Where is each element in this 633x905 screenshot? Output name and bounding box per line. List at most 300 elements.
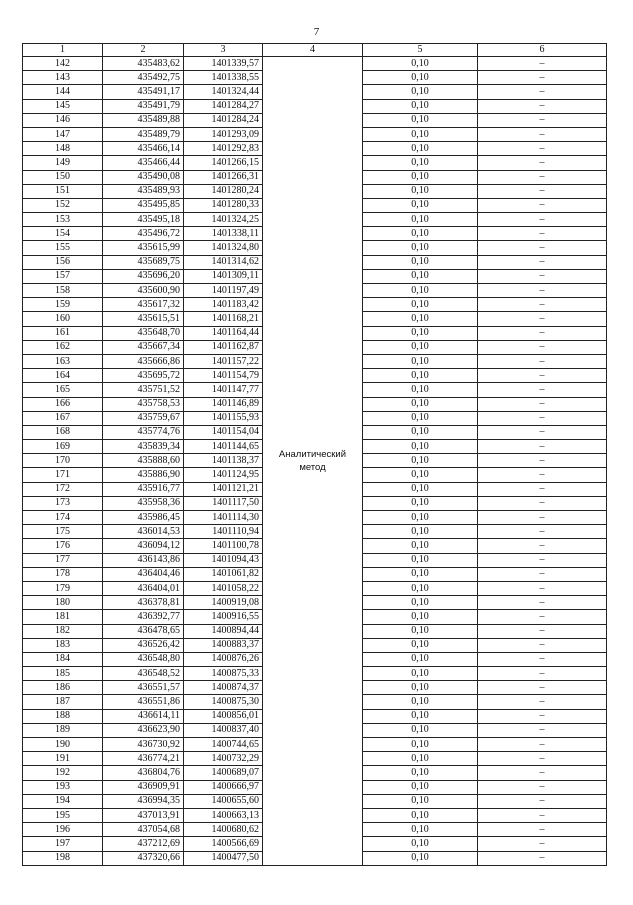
x-coordinate-cell: 436804,76 (103, 766, 184, 780)
point-number-cell: 157 (23, 269, 103, 283)
x-coordinate-cell: 435774,76 (103, 425, 184, 439)
x-coordinate-cell: 437320,66 (103, 851, 184, 865)
note-cell: – (478, 156, 607, 170)
note-cell: – (478, 284, 607, 298)
x-coordinate-cell: 437054,68 (103, 823, 184, 837)
note-cell: – (478, 142, 607, 156)
accuracy-cell: 0,10 (363, 780, 478, 794)
accuracy-cell: 0,10 (363, 525, 478, 539)
y-coordinate-cell: 1401100,78 (184, 539, 263, 553)
point-number-cell: 146 (23, 113, 103, 127)
y-coordinate-cell: 1401309,11 (184, 269, 263, 283)
accuracy-cell: 0,10 (363, 255, 478, 269)
method-label: метод (299, 461, 326, 473)
coordinates-table (22, 43, 607, 866)
y-coordinate-cell: 1400919,08 (184, 596, 263, 610)
accuracy-cell: 0,10 (363, 440, 478, 454)
note-cell: – (478, 496, 607, 510)
note-cell: – (478, 198, 607, 212)
y-coordinate-cell: 1401338,55 (184, 71, 263, 85)
accuracy-cell: 0,10 (363, 57, 478, 71)
x-coordinate-cell: 435496,72 (103, 227, 184, 241)
point-number-cell: 150 (23, 170, 103, 184)
accuracy-cell: 0,10 (363, 823, 478, 837)
accuracy-cell: 0,10 (363, 638, 478, 652)
accuracy-cell: 0,10 (363, 369, 478, 383)
point-number-cell: 171 (23, 468, 103, 482)
y-coordinate-cell: 1401147,77 (184, 383, 263, 397)
y-coordinate-cell: 1401155,93 (184, 411, 263, 425)
accuracy-cell: 0,10 (363, 652, 478, 666)
point-number-cell: 195 (23, 808, 103, 822)
point-number-cell: 168 (23, 425, 103, 439)
x-coordinate-cell: 436614,11 (103, 709, 184, 723)
point-number-cell: 144 (23, 85, 103, 99)
accuracy-cell: 0,10 (363, 695, 478, 709)
note-cell: – (478, 610, 607, 624)
accuracy-cell: 0,10 (363, 269, 478, 283)
header-row (23, 44, 607, 57)
y-coordinate-cell: 1401284,27 (184, 99, 263, 113)
y-coordinate-cell: 1400477,50 (184, 851, 263, 865)
accuracy-cell: 0,10 (363, 808, 478, 822)
note-cell: – (478, 127, 607, 141)
x-coordinate-cell: 437212,69 (103, 837, 184, 851)
y-coordinate-cell: 1401162,87 (184, 340, 263, 354)
note-cell: – (478, 57, 607, 71)
y-coordinate-cell: 1401183,42 (184, 298, 263, 312)
y-coordinate-cell: 1401293,09 (184, 127, 263, 141)
x-coordinate-cell: 436143,86 (103, 553, 184, 567)
accuracy-cell: 0,10 (363, 553, 478, 567)
y-coordinate-cell: 1401061,82 (184, 567, 263, 581)
page-number: 7 (313, 26, 320, 38)
note-cell: – (478, 71, 607, 85)
x-coordinate-cell: 435489,79 (103, 127, 184, 141)
column-header-6: 6 (478, 44, 607, 57)
note-cell: – (478, 638, 607, 652)
point-number-cell: 151 (23, 184, 103, 198)
point-number-cell: 186 (23, 681, 103, 695)
x-coordinate-cell: 435689,75 (103, 255, 184, 269)
accuracy-cell: 0,10 (363, 837, 478, 851)
note-cell: – (478, 553, 607, 567)
note-cell: – (478, 269, 607, 283)
x-coordinate-cell: 436392,77 (103, 610, 184, 624)
x-coordinate-cell: 437013,91 (103, 808, 184, 822)
y-coordinate-cell: 1400666,97 (184, 780, 263, 794)
y-coordinate-cell: 1401324,25 (184, 213, 263, 227)
point-number-cell: 197 (23, 837, 103, 851)
y-coordinate-cell: 1400875,33 (184, 667, 263, 681)
accuracy-cell: 0,10 (363, 851, 478, 865)
accuracy-cell: 0,10 (363, 468, 478, 482)
y-coordinate-cell: 1401338,11 (184, 227, 263, 241)
point-number-cell: 160 (23, 312, 103, 326)
x-coordinate-cell: 436548,80 (103, 652, 184, 666)
x-coordinate-cell: 435751,52 (103, 383, 184, 397)
note-cell: – (478, 397, 607, 411)
point-number-cell: 148 (23, 142, 103, 156)
y-coordinate-cell: 1401124,95 (184, 468, 263, 482)
accuracy-cell: 0,10 (363, 298, 478, 312)
x-coordinate-cell: 436014,53 (103, 525, 184, 539)
point-number-cell: 176 (23, 539, 103, 553)
y-coordinate-cell: 1401292,83 (184, 142, 263, 156)
x-coordinate-cell: 435667,34 (103, 340, 184, 354)
y-coordinate-cell: 1401266,15 (184, 156, 263, 170)
note-cell: – (478, 312, 607, 326)
column-header-4: 4 (263, 44, 363, 57)
point-number-cell: 189 (23, 723, 103, 737)
note-cell: – (478, 425, 607, 439)
y-coordinate-cell: 1400566,69 (184, 837, 263, 851)
note-cell: – (478, 468, 607, 482)
x-coordinate-cell: 435490,08 (103, 170, 184, 184)
y-coordinate-cell: 1401324,80 (184, 241, 263, 255)
x-coordinate-cell: 435758,53 (103, 397, 184, 411)
point-number-cell: 191 (23, 752, 103, 766)
note-cell: – (478, 113, 607, 127)
note-cell: – (478, 567, 607, 581)
x-coordinate-cell: 436404,01 (103, 581, 184, 595)
point-number-cell: 185 (23, 667, 103, 681)
point-number-cell: 178 (23, 567, 103, 581)
accuracy-cell: 0,10 (363, 411, 478, 425)
point-number-cell: 181 (23, 610, 103, 624)
point-number-cell: 166 (23, 397, 103, 411)
y-coordinate-cell: 1401324,44 (184, 85, 263, 99)
y-coordinate-cell: 1401284,24 (184, 113, 263, 127)
y-coordinate-cell: 1401114,30 (184, 511, 263, 525)
accuracy-cell: 0,10 (363, 85, 478, 99)
accuracy-cell: 0,10 (363, 241, 478, 255)
point-number-cell: 196 (23, 823, 103, 837)
accuracy-cell: 0,10 (363, 354, 478, 368)
point-number-cell: 163 (23, 354, 103, 368)
point-number-cell: 190 (23, 738, 103, 752)
note-cell: – (478, 752, 607, 766)
note-cell: – (478, 837, 607, 851)
point-number-cell: 194 (23, 794, 103, 808)
y-coordinate-cell: 1400732,29 (184, 752, 263, 766)
note-cell: – (478, 184, 607, 198)
accuracy-cell: 0,10 (363, 511, 478, 525)
x-coordinate-cell: 435886,90 (103, 468, 184, 482)
point-number-cell: 173 (23, 496, 103, 510)
x-coordinate-cell: 436478,65 (103, 624, 184, 638)
point-number-cell: 164 (23, 369, 103, 383)
note-cell: – (478, 624, 607, 638)
accuracy-cell: 0,10 (363, 142, 478, 156)
point-number-cell: 153 (23, 213, 103, 227)
x-coordinate-cell: 435666,86 (103, 354, 184, 368)
accuracy-cell: 0,10 (363, 738, 478, 752)
table-header (23, 44, 607, 57)
accuracy-cell: 0,10 (363, 681, 478, 695)
accuracy-cell: 0,10 (363, 227, 478, 241)
note-cell: – (478, 596, 607, 610)
x-coordinate-cell: 435491,17 (103, 85, 184, 99)
accuracy-cell: 0,10 (363, 454, 478, 468)
point-number-cell: 184 (23, 652, 103, 666)
point-number-cell: 192 (23, 766, 103, 780)
note-cell: – (478, 383, 607, 397)
y-coordinate-cell: 1400874,37 (184, 681, 263, 695)
y-coordinate-cell: 1401146,89 (184, 397, 263, 411)
point-number-cell: 165 (23, 383, 103, 397)
y-coordinate-cell: 1401117,50 (184, 496, 263, 510)
x-coordinate-cell: 435696,20 (103, 269, 184, 283)
note-cell: – (478, 581, 607, 595)
y-coordinate-cell: 1400655,60 (184, 794, 263, 808)
point-number-cell: 167 (23, 411, 103, 425)
x-coordinate-cell: 435759,67 (103, 411, 184, 425)
table-row (23, 57, 607, 71)
point-number-cell: 143 (23, 71, 103, 85)
point-number-cell: 188 (23, 709, 103, 723)
accuracy-cell: 0,10 (363, 383, 478, 397)
point-number-cell: 159 (23, 298, 103, 312)
note-cell: – (478, 525, 607, 539)
accuracy-cell: 0,10 (363, 213, 478, 227)
x-coordinate-cell: 436526,42 (103, 638, 184, 652)
x-coordinate-cell: 435617,32 (103, 298, 184, 312)
point-number-cell: 193 (23, 780, 103, 794)
note-cell: – (478, 808, 607, 822)
point-number-cell: 169 (23, 440, 103, 454)
y-coordinate-cell: 1401110,94 (184, 525, 263, 539)
y-coordinate-cell: 1401144,65 (184, 440, 263, 454)
accuracy-cell: 0,10 (363, 610, 478, 624)
point-number-cell: 187 (23, 695, 103, 709)
x-coordinate-cell: 436730,92 (103, 738, 184, 752)
accuracy-cell: 0,10 (363, 71, 478, 85)
y-coordinate-cell: 1400894,44 (184, 624, 263, 638)
column-header-2: 2 (103, 44, 184, 57)
y-coordinate-cell: 1400883,37 (184, 638, 263, 652)
table-body (23, 57, 607, 866)
note-cell: – (478, 794, 607, 808)
note-cell: – (478, 369, 607, 383)
y-coordinate-cell: 1401280,33 (184, 198, 263, 212)
y-coordinate-cell: 1400680,62 (184, 823, 263, 837)
column-header-3: 3 (184, 44, 263, 57)
note-cell: – (478, 340, 607, 354)
note-cell: – (478, 440, 607, 454)
note-cell: – (478, 539, 607, 553)
point-number-cell: 179 (23, 581, 103, 595)
x-coordinate-cell: 435489,93 (103, 184, 184, 198)
note-cell: – (478, 99, 607, 113)
point-number-cell: 174 (23, 511, 103, 525)
note-cell: – (478, 780, 607, 794)
note-cell: – (478, 241, 607, 255)
y-coordinate-cell: 1400663,13 (184, 808, 263, 822)
note-cell: – (478, 227, 607, 241)
accuracy-cell: 0,10 (363, 397, 478, 411)
x-coordinate-cell: 435839,34 (103, 440, 184, 454)
note-cell: – (478, 709, 607, 723)
note-cell: – (478, 823, 607, 837)
note-cell: – (478, 667, 607, 681)
y-coordinate-cell: 1400837,40 (184, 723, 263, 737)
point-number-cell: 180 (23, 596, 103, 610)
accuracy-cell: 0,10 (363, 326, 478, 340)
y-coordinate-cell: 1400876,26 (184, 652, 263, 666)
point-number-cell: 183 (23, 638, 103, 652)
x-coordinate-cell: 436378,81 (103, 596, 184, 610)
accuracy-cell: 0,10 (363, 794, 478, 808)
accuracy-cell: 0,10 (363, 284, 478, 298)
y-coordinate-cell: 1401197,49 (184, 284, 263, 298)
x-coordinate-cell: 436909,91 (103, 780, 184, 794)
y-coordinate-cell: 1401138,37 (184, 454, 263, 468)
accuracy-cell: 0,10 (363, 127, 478, 141)
note-cell: – (478, 652, 607, 666)
y-coordinate-cell: 1400916,55 (184, 610, 263, 624)
note-cell: – (478, 851, 607, 865)
point-number-cell: 147 (23, 127, 103, 141)
point-number-cell: 145 (23, 99, 103, 113)
x-coordinate-cell: 435600,90 (103, 284, 184, 298)
accuracy-cell: 0,10 (363, 482, 478, 496)
accuracy-cell: 0,10 (363, 340, 478, 354)
point-number-cell: 177 (23, 553, 103, 567)
accuracy-cell: 0,10 (363, 184, 478, 198)
accuracy-cell: 0,10 (363, 170, 478, 184)
x-coordinate-cell: 436623,90 (103, 723, 184, 737)
point-number-cell: 172 (23, 482, 103, 496)
x-coordinate-cell: 435495,18 (103, 213, 184, 227)
note-cell: – (478, 766, 607, 780)
x-coordinate-cell: 435466,44 (103, 156, 184, 170)
accuracy-cell: 0,10 (363, 113, 478, 127)
x-coordinate-cell: 435958,36 (103, 496, 184, 510)
x-coordinate-cell: 436774,21 (103, 752, 184, 766)
x-coordinate-cell: 435483,62 (103, 57, 184, 71)
x-coordinate-cell: 436548,52 (103, 667, 184, 681)
point-number-cell: 161 (23, 326, 103, 340)
point-number-cell: 152 (23, 198, 103, 212)
y-coordinate-cell: 1400856,01 (184, 709, 263, 723)
point-number-cell: 170 (23, 454, 103, 468)
point-number-cell: 162 (23, 340, 103, 354)
y-coordinate-cell: 1400689,07 (184, 766, 263, 780)
note-cell: – (478, 354, 607, 368)
x-coordinate-cell: 435695,72 (103, 369, 184, 383)
x-coordinate-cell: 436551,86 (103, 695, 184, 709)
point-number-cell: 175 (23, 525, 103, 539)
y-coordinate-cell: 1400875,30 (184, 695, 263, 709)
x-coordinate-cell: 435466,14 (103, 142, 184, 156)
note-cell: – (478, 170, 607, 184)
note-cell: – (478, 723, 607, 737)
y-coordinate-cell: 1401058,22 (184, 581, 263, 595)
accuracy-cell: 0,10 (363, 752, 478, 766)
x-coordinate-cell: 435986,45 (103, 511, 184, 525)
x-coordinate-cell: 435888,60 (103, 454, 184, 468)
accuracy-cell: 0,10 (363, 425, 478, 439)
accuracy-cell: 0,10 (363, 567, 478, 581)
accuracy-cell: 0,10 (363, 581, 478, 595)
y-coordinate-cell: 1401339,57 (184, 57, 263, 71)
point-number-cell: 182 (23, 624, 103, 638)
accuracy-cell: 0,10 (363, 723, 478, 737)
point-number-cell: 142 (23, 57, 103, 71)
point-number-cell: 149 (23, 156, 103, 170)
note-cell: – (478, 213, 607, 227)
y-coordinate-cell: 1401266,31 (184, 170, 263, 184)
accuracy-cell: 0,10 (363, 99, 478, 113)
note-cell: – (478, 255, 607, 269)
note-cell: – (478, 511, 607, 525)
y-coordinate-cell: 1401154,04 (184, 425, 263, 439)
x-coordinate-cell: 435491,79 (103, 99, 184, 113)
x-coordinate-cell: 435615,99 (103, 241, 184, 255)
accuracy-cell: 0,10 (363, 539, 478, 553)
accuracy-cell: 0,10 (363, 156, 478, 170)
x-coordinate-cell: 436994,35 (103, 794, 184, 808)
accuracy-cell: 0,10 (363, 596, 478, 610)
y-coordinate-cell: 1401168,21 (184, 312, 263, 326)
x-coordinate-cell: 435489,88 (103, 113, 184, 127)
note-cell: – (478, 298, 607, 312)
method-cell (263, 57, 363, 866)
point-number-cell: 154 (23, 227, 103, 241)
column-header-5: 5 (363, 44, 478, 57)
accuracy-cell: 0,10 (363, 667, 478, 681)
x-coordinate-cell: 436551,57 (103, 681, 184, 695)
accuracy-cell: 0,10 (363, 624, 478, 638)
x-coordinate-cell: 436404,46 (103, 567, 184, 581)
note-cell: – (478, 326, 607, 340)
y-coordinate-cell: 1401157,22 (184, 354, 263, 368)
note-cell: – (478, 738, 607, 752)
y-coordinate-cell: 1401094,43 (184, 553, 263, 567)
y-coordinate-cell: 1400744,65 (184, 738, 263, 752)
x-coordinate-cell: 435648,70 (103, 326, 184, 340)
y-coordinate-cell: 1401314,62 (184, 255, 263, 269)
point-number-cell: 158 (23, 284, 103, 298)
note-cell: – (478, 411, 607, 425)
y-coordinate-cell: 1401280,24 (184, 184, 263, 198)
x-coordinate-cell: 435615,51 (103, 312, 184, 326)
note-cell: – (478, 695, 607, 709)
method-label: Аналитический (278, 448, 347, 460)
accuracy-cell: 0,10 (363, 198, 478, 212)
accuracy-cell: 0,10 (363, 709, 478, 723)
note-cell: – (478, 85, 607, 99)
x-coordinate-cell: 436094,12 (103, 539, 184, 553)
point-number-cell: 155 (23, 241, 103, 255)
accuracy-cell: 0,10 (363, 496, 478, 510)
column-header-1: 1 (23, 44, 103, 57)
x-coordinate-cell: 435492,75 (103, 71, 184, 85)
accuracy-cell: 0,10 (363, 312, 478, 326)
y-coordinate-cell: 1401121,21 (184, 482, 263, 496)
note-cell: – (478, 454, 607, 468)
x-coordinate-cell: 435916,77 (103, 482, 184, 496)
note-cell: – (478, 681, 607, 695)
y-coordinate-cell: 1401154,79 (184, 369, 263, 383)
x-coordinate-cell: 435495,85 (103, 198, 184, 212)
accuracy-cell: 0,10 (363, 766, 478, 780)
point-number-cell: 156 (23, 255, 103, 269)
note-cell: – (478, 482, 607, 496)
y-coordinate-cell: 1401164,44 (184, 326, 263, 340)
point-number-cell: 198 (23, 851, 103, 865)
